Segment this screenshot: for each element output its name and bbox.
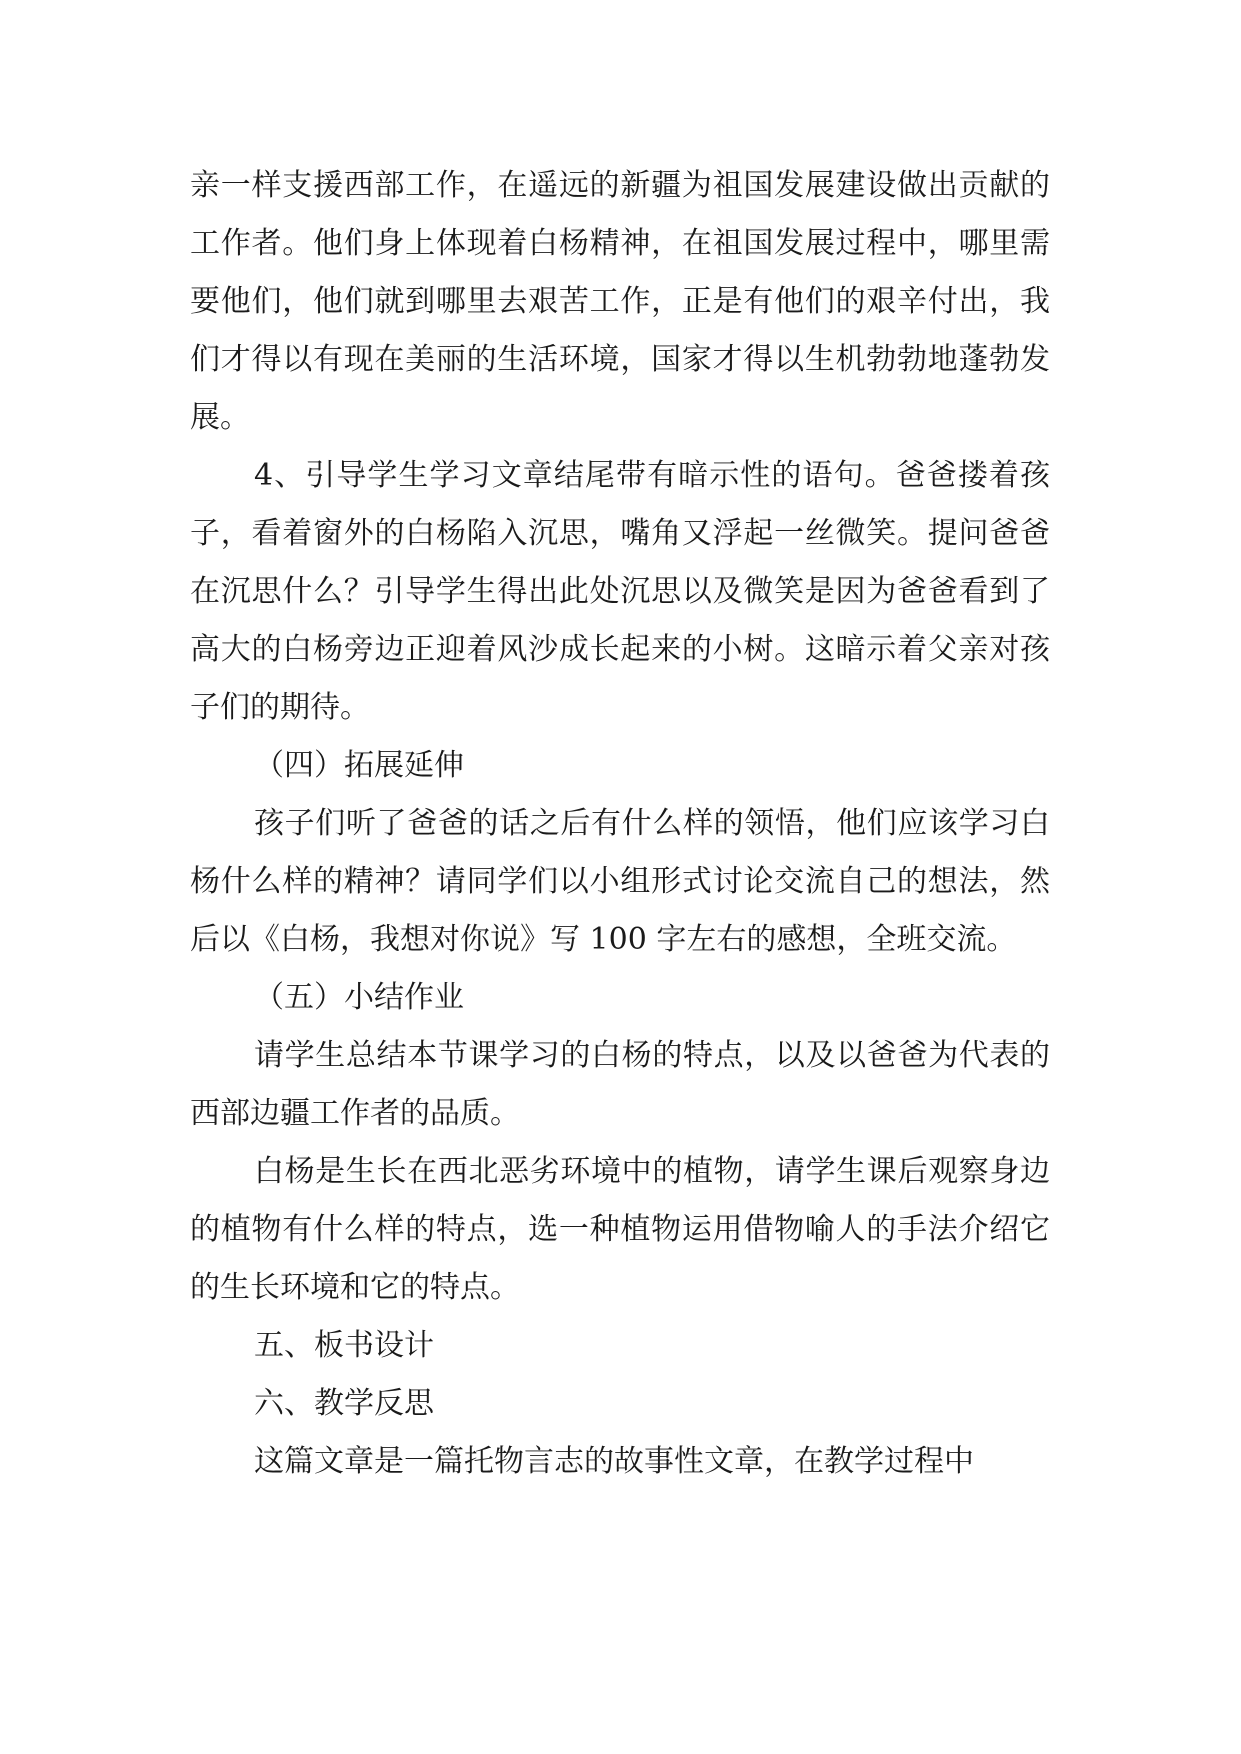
paragraph-reflection: 这篇文章是一篇托物言志的故事性文章，在教学过程中 [254,1444,974,1479]
section-heading-summary: （五）小结作业 [254,980,464,1015]
section-heading-reflection: 六、教学反思 [254,1386,434,1421]
paragraph-homework: 白杨是生长在西北恶劣环境中的植物，请学生课后观察身边的植物有什么样的特点，选一种植物运用借物喻人的手法介绍它的生长环境和它的特点。 [190,1154,1050,1305]
section-heading-extension: （四）拓展延伸 [254,748,464,783]
paragraph-ending-hint: 4、引导学生学习文章结尾带有暗示性的语句。爸爸搂着孩子，看着窗外的白杨陷入沉思，嘴角又浮起一丝微笑。提问爸爸在沉思什么？引导学生得出此处沉思以及微笑是因为爸爸看到了高大的白杨旁边正迎着风沙成长起来的小树。这暗示着父亲对孩子们的期待。 [190,458,1050,725]
paragraph-extension: 孩子们听了爸爸的话之后有什么样的领悟，他们应该学习白杨什么样的精神？请同学们以小组形式讨论交流自己的想法，然后以《白杨，我想对你说》写 100 字左右的感想，全班交流。 [190,806,1050,957]
document-body [190,157,1050,1491]
paragraph-summary: 请学生总结本节课学习的白杨的特点，以及以爸爸为代表的西部边疆工作者的品质。 [190,1038,1050,1131]
paragraph-continuation: 亲一样支援西部工作，在遥远的新疆为祖国发展建设做出贡献的工作者。他们身上体现着白杨精神，在祖国发展过程中，哪里需要他们，他们就到哪里去艰苦工作，正是有他们的艰辛付出，我们才得以有现在美丽的生活环境，国家才得以生机勃勃地蓬勃发展。 [190,168,1050,435]
section-heading-board-design: 五、板书设计 [254,1328,434,1363]
